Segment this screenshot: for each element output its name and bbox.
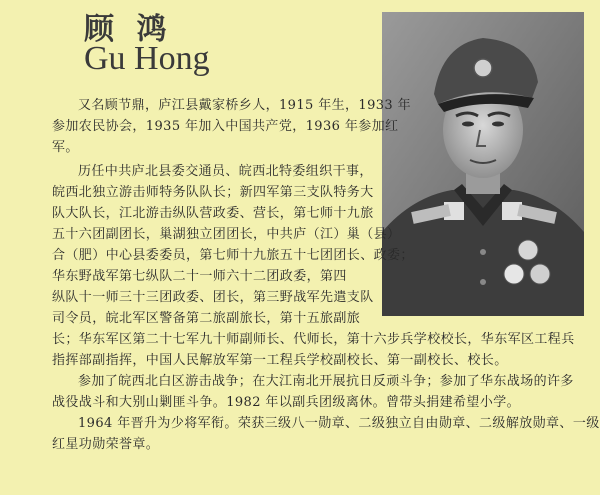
paragraph-intro: [52, 95, 587, 158]
text-line: 华东野战军第七纵队二十一师六十二团政委，第四: [52, 269, 347, 284]
text-line: 1964 年晋升为少将军衔。荣获三级八一勋章、二级独立自由勋章、二级解放勋章、一级: [78, 416, 600, 431]
text-line: 战役战斗和大别山剿匪斗争。1982 年以副兵团级离休。曾带头捐建希望小学。: [52, 395, 521, 410]
text-line: 参加农民协会，1935 年加入中国共产党，1936 年参加红: [52, 119, 399, 134]
text-line: 红星功勋荣誉章。: [52, 437, 160, 452]
text-line: 合（肥）中心县委委员，第七师十九旅五十七团团长、政委；: [52, 248, 414, 263]
text-line: 队大队长，江北游击纵队营政委、营长，第七师十九旅: [52, 206, 374, 221]
paragraph-career: [52, 161, 587, 371]
text-line: 长；华东军区第二十七军九十师副师长、代师长，第十六步兵学校校长，华东军区工程兵: [52, 332, 575, 347]
text-line: 军。: [52, 140, 79, 155]
text-line: 参加了皖西北白区游击战争；在大江南北开展抗日反顽斗争；参加了华东战场的许多: [78, 374, 574, 389]
page-title-chinese: 顾 鸿: [84, 12, 173, 47]
text-line: 纵队十一师三十三团政委、团长，第三野战军先遣支队: [52, 290, 374, 305]
paragraph-honors: [52, 413, 600, 455]
page-title-english: Gu Hong: [84, 40, 210, 77]
paragraph-battles: [52, 371, 587, 413]
text-line: 皖西北独立游击师特务队队长；新四军第三支队特务大: [52, 185, 374, 200]
text-line: 指挥部副指挥，中国人民解放军第一工程兵学校副校长、第一副校长、校长。: [52, 353, 508, 368]
text-line: 又名顾节鼎，庐江县戴家桥乡人，1915 年生，1933 年: [78, 98, 412, 113]
biography-text: [52, 95, 600, 455]
text-line: 五十六团副团长，巢湖独立团团长，中共庐（江）巢（县）: [52, 227, 401, 242]
text-line: 司令员，皖北军区警备第二旅副旅长，第十五旅副旅: [52, 311, 361, 326]
text-line: 历任中共庐北县委交通员、皖西北特委组织干事，: [78, 164, 373, 179]
